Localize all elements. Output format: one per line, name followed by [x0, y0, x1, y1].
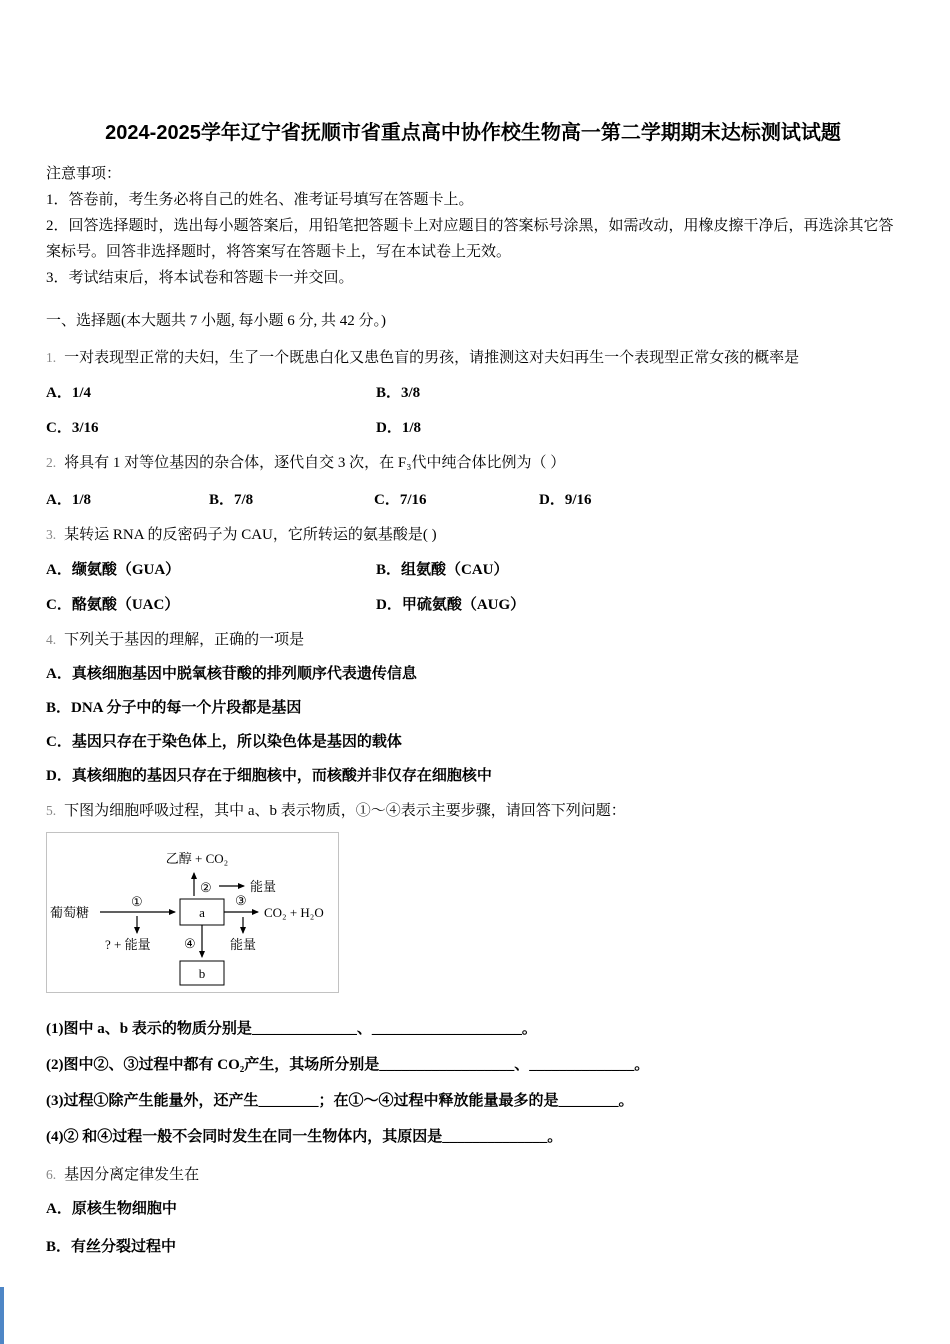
question-3-option-a: A．缬氨酸（GUA）: [46, 562, 181, 579]
question-5-sub-1: (1)图中 a、b 表示的物质分别是______________、____________________。: [46, 1021, 537, 1038]
respiration-diagram-svg: [47, 833, 336, 992]
question-4-option-b: B．DNA 分子中的每一个片段都是基因: [46, 700, 302, 717]
question-4-text: 下列关于基因的理解，正确的一项是: [64, 632, 305, 649]
question-6: [46, 1164, 900, 1258]
diagram-label-energy-top: 能量: [250, 879, 277, 895]
diagram-step-3-label: ③: [235, 893, 247, 909]
diagram-label-energy-mid: 能量: [230, 937, 257, 953]
notice-item-3: 3．考试结束后，将本试卷和答题卡一并交回。: [46, 270, 354, 287]
page-content: [0, 13, 950, 1258]
question-1-option-d: D．1/8: [376, 420, 422, 437]
diagram-box-b-label: b: [198, 966, 206, 982]
diagram-label-glucose: 葡萄糖: [50, 905, 90, 921]
diagram-box-a-label: a: [199, 905, 205, 921]
question-2-option-d: D．9/16: [539, 492, 592, 509]
question-1: [46, 347, 900, 439]
question-5-number: 5.: [46, 803, 57, 819]
question-1-option-b: B．3/8: [376, 385, 421, 402]
diagram-step-4-label: ④: [184, 936, 196, 952]
question-2: [46, 452, 900, 511]
question-3-option-c: C．酪氨酸（UAC）: [46, 597, 180, 614]
respiration-diagram: [46, 832, 339, 993]
question-5: [46, 800, 900, 1148]
diagram-label-ethanol-co2: 乙醇 + CO₂: [165, 851, 229, 867]
question-3-option-d: D．甲硫氨酸（AUG）: [376, 597, 526, 614]
question-4-number: 4.: [46, 632, 57, 648]
question-4-option-d: D．真核细胞的基因只存在于细胞核中，而核酸并非仅存在细胞核中: [46, 768, 492, 785]
diagram-step-1-label: ①: [131, 894, 143, 910]
question-2-number: 2.: [46, 455, 57, 471]
question-2-option-c: C．7/16: [374, 492, 427, 509]
question-2-text: 将具有 1 对等位基因的杂合体，逐代自交 3 次，在 F₃代中纯合体比例为（ ）: [64, 455, 566, 472]
question-5-text: 下图为细胞呼吸过程，其中 a、b 表示物质，①～④表示主要步骤，请回答下列问题：: [64, 803, 626, 820]
diagram-label-co2-h2o: CO₂ + H₂O: [264, 905, 324, 921]
question-1-number: 1.: [46, 350, 57, 366]
question-5-sub-4: (4)② 和④过程一般不会同时发生在同一生物体内，其原因是______________。: [46, 1129, 563, 1146]
diagram-label-q-energy: ? + 能量: [105, 937, 151, 953]
notice-item-2: 2．回答选择题时，选出每小题答案后，用铅笔把答题卡上对应题目的答案标号涂黑，如需改动，用橡皮擦干净后，再选涂其它答案标号。回答非选择题时，将答案写在答题卡上，写在本试卷上无效。: [46, 218, 894, 261]
question-3-number: 3.: [46, 527, 57, 543]
question-6-option-b: B．有丝分裂过程中: [46, 1239, 177, 1256]
question-6-number: 6.: [46, 1167, 57, 1183]
question-2-option-a: A．1/8: [46, 492, 92, 509]
diagram-step-2-label: ②: [200, 880, 212, 896]
notice-item-1: 1．答卷前，考生务必将自己的姓名、准考证号填写在答题卡上。: [46, 192, 474, 209]
question-6-text: 基因分离定律发生在: [64, 1167, 200, 1184]
left-edge-accent-bar: [0, 1287, 4, 1344]
question-1-option-a: A．1/4: [46, 385, 92, 402]
question-1-text: 一对表现型正常的夫妇，生了一个既患白化又患色盲的男孩，请推测这对夫妇再生一个表现型正常女孩的概率是: [64, 350, 800, 367]
notice-heading: 注意事项：: [46, 166, 122, 183]
question-1-option-c: C．3/16: [46, 420, 99, 437]
section-heading-multiple-choice: 一、选择题(本大题共 7 小题, 每小题 6 分, 共 42 分。): [46, 313, 386, 330]
question-3: [46, 524, 900, 616]
question-3-option-b: B．组氨酸（CAU）: [376, 562, 509, 579]
question-6-option-a: A．原核生物细胞中: [46, 1201, 177, 1218]
question-4: [46, 629, 900, 787]
question-5-sub-3: (3)过程①除产生能量外，还产生________；在①～④过程中释放能量最多的是________。: [46, 1093, 634, 1110]
question-4-option-c: C．基因只存在于染色体上，所以染色体是基因的载体: [46, 734, 402, 751]
question-5-sub-2: (2)图中②、③过程中都有 CO₂产生，其场所分别是__________________、______________。: [46, 1057, 650, 1074]
question-2-option-b: B．7/8: [209, 492, 254, 509]
question-4-option-a: A．真核细胞基因中脱氧核苷酸的排列顺序代表遗传信息: [46, 666, 417, 683]
question-3-text: 某转运 RNA 的反密码子为 CAU，它所转运的氨基酸是( ): [64, 527, 437, 544]
exam-title: 2024-2025学年辽宁省抚顺市省重点高中协作校生物高一第二学期期末达标测试试题: [105, 122, 841, 145]
